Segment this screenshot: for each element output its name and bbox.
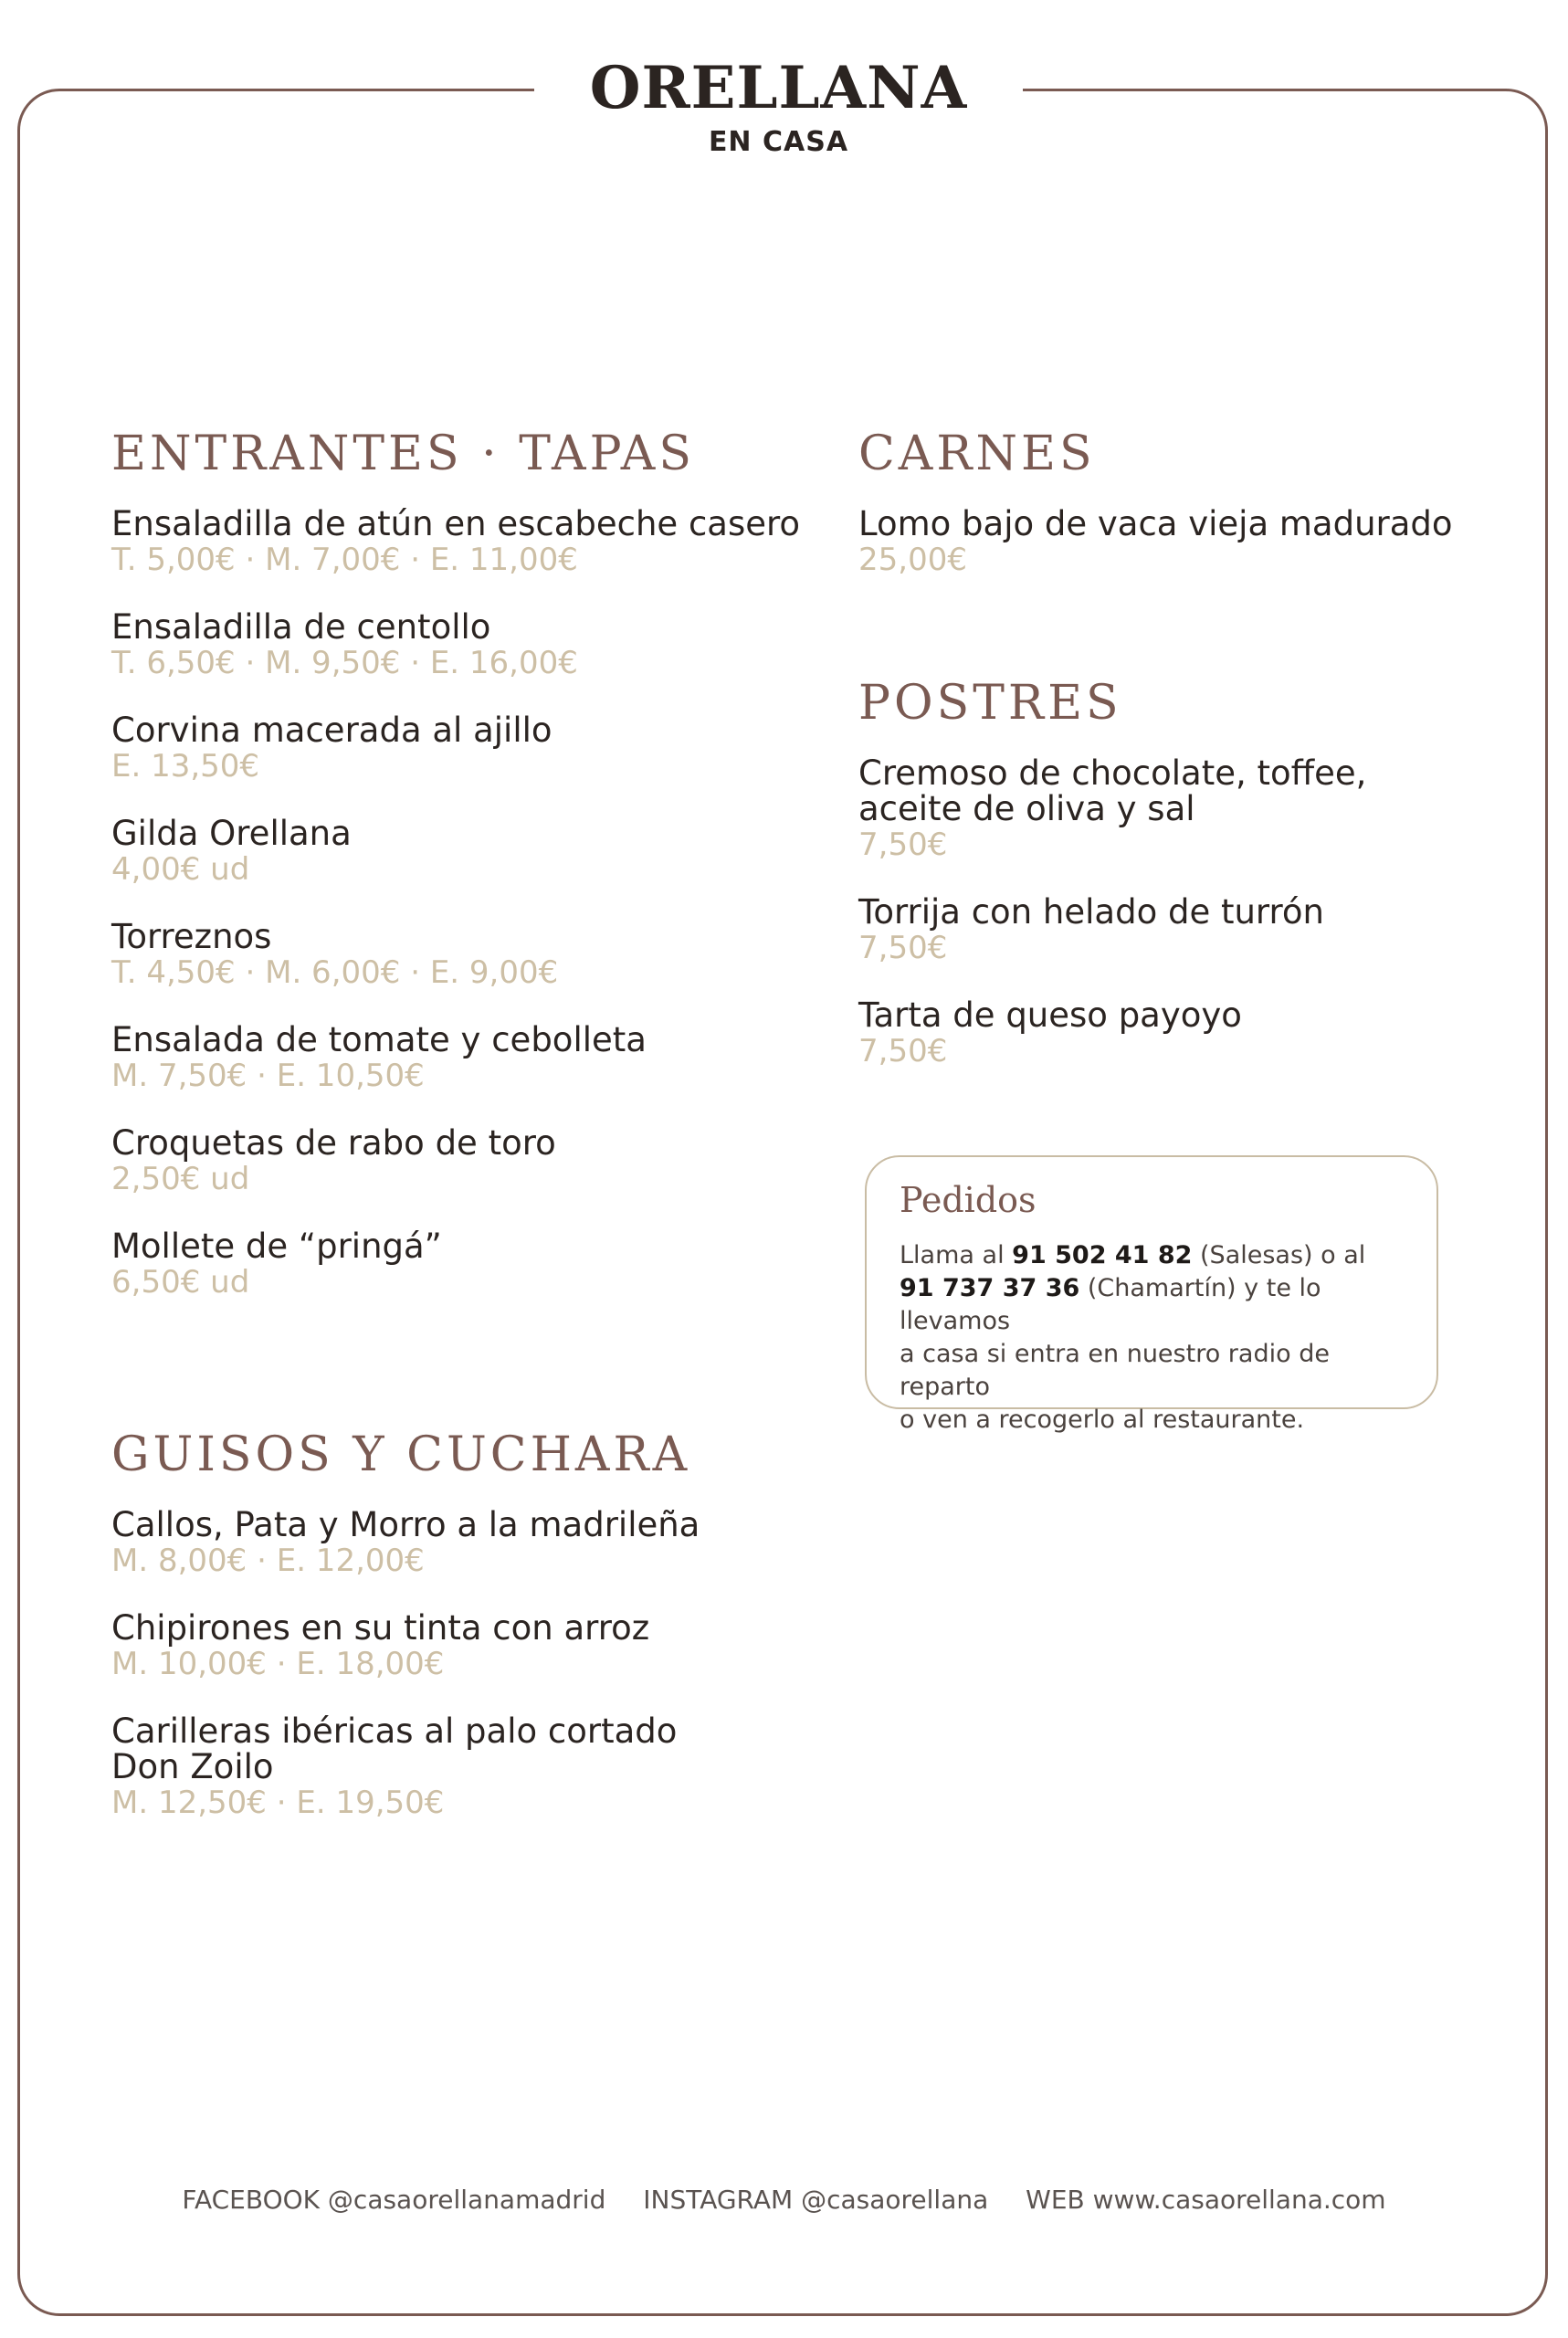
item-price: M. 7,50€ · E. 10,50€: [111, 1058, 425, 1094]
item-name: Carilleras ibéricas al palo cortado: [111, 1711, 678, 1751]
web-link[interactable]: WEB www.casaorellana.com: [1026, 2185, 1386, 2215]
menu-item: [111, 1713, 805, 1821]
section-spacer: [111, 1332, 805, 1423]
item-name: Ensaladilla de atún en escabeche casero: [111, 504, 801, 543]
item-name: Gilda Orellana: [111, 814, 352, 853]
item-name: Corvina macerada al ajillo: [111, 711, 552, 750]
orders-text-2: (Salesas) o al: [1192, 1241, 1366, 1269]
item-name: Tarta de queso payoyo: [858, 995, 1242, 1035]
section-title: CARNES: [858, 427, 1096, 481]
item-price: 2,50€ ud: [111, 1161, 250, 1197]
section-title: GUISOS Y CUCHARA: [111, 1427, 691, 1482]
item-name: Ensalada de tomate y cebolleta: [111, 1020, 647, 1059]
item-price: M. 8,00€ · E. 12,00€: [111, 1543, 425, 1579]
phone-salesas[interactable]: 91 502 41 82: [1012, 1241, 1193, 1269]
menu-item: [111, 1228, 805, 1301]
menu-item: [111, 506, 805, 578]
orders-title: Pedidos: [900, 1180, 1037, 1220]
section-guisos: [111, 1423, 805, 1821]
section-carnes: [858, 422, 1489, 578]
item-name: Ensaladilla de centollo: [111, 607, 491, 647]
item-price: M. 10,00€ · E. 18,00€: [111, 1646, 445, 1682]
item-price: E. 13,50€: [111, 748, 260, 785]
item-name: Lomo bajo de vaca vieja madurado: [858, 504, 1453, 543]
orders-text-4: a casa si entra en nuestro radio de reparto: [900, 1340, 1330, 1401]
menu-item: [858, 506, 1489, 578]
menu-item: [858, 755, 1489, 863]
item-price: 7,50€: [858, 827, 948, 863]
section-title: POSTRES: [858, 676, 1122, 731]
item-price: 7,50€: [858, 1033, 948, 1069]
menu-item: [111, 609, 805, 681]
left-column: [111, 422, 805, 1852]
right-column: [858, 422, 1489, 1101]
orders-text-1: Llama al: [900, 1241, 1013, 1269]
menu-item: [111, 712, 805, 785]
phone-chamartin[interactable]: 91 737 37 36: [900, 1274, 1080, 1302]
item-name: Callos, Pata y Morro a la madrileña: [111, 1505, 700, 1544]
logo: [534, 54, 1023, 159]
section-title: ENTRANTES · TAPAS: [111, 427, 695, 481]
menu-item: [111, 1507, 805, 1579]
item-name: Croquetas de rabo de toro: [111, 1123, 556, 1163]
instagram-link[interactable]: INSTAGRAM @casaorellana: [643, 2185, 989, 2215]
orders-text-3: (Chamartín) y te lo llevamos: [900, 1274, 1321, 1335]
item-price: T. 4,50€ · M. 6,00€ · E. 9,00€: [111, 954, 559, 991]
menu-item: [111, 1022, 805, 1094]
item-name: Chipirones en su tinta con arroz: [111, 1608, 650, 1648]
item-name-line2: Don Zoilo: [111, 1747, 274, 1786]
menu-item: [858, 997, 1489, 1069]
item-price: 25,00€: [858, 542, 967, 578]
item-price: M. 12,50€ · E. 19,50€: [111, 1785, 445, 1821]
section-postres: [858, 671, 1489, 1069]
item-name: Torrija con helado de turrón: [858, 892, 1324, 932]
orders-box: [865, 1155, 1438, 1434]
orders-text: [900, 1239, 1404, 1437]
item-price: 4,00€ ud: [111, 851, 250, 888]
item-price: 7,50€: [858, 930, 948, 966]
item-price: T. 5,00€ · M. 7,00€ · E. 11,00€: [111, 542, 578, 578]
section-entrantes: [111, 422, 805, 1301]
footer: [0, 2185, 1568, 2215]
section-spacer: [858, 609, 1489, 671]
menu-item: [858, 894, 1489, 966]
item-name-line2: aceite de oliva y sal: [858, 789, 1195, 828]
logo-brand: ORELLANA: [589, 54, 968, 122]
facebook-link[interactable]: FACEBOOK @casaorellanamadrid: [182, 2185, 606, 2215]
orders-text-5: o ven a recogerlo al restaurante.: [900, 1406, 1305, 1434]
item-price: 6,50€ ud: [111, 1264, 250, 1301]
menu-item: [111, 1610, 805, 1682]
item-name: Cremoso de chocolate, toffee,: [858, 753, 1367, 793]
menu-item: [111, 1125, 805, 1197]
menu-item: [111, 919, 805, 991]
item-price: T. 6,50€ · M. 9,50€ · E. 16,00€: [111, 645, 578, 681]
menu-item: [111, 816, 805, 888]
item-name: Torreznos: [111, 917, 272, 956]
item-name: Mollete de “pringá”: [111, 1227, 442, 1266]
logo-subtitle: EN CASA: [708, 126, 849, 158]
